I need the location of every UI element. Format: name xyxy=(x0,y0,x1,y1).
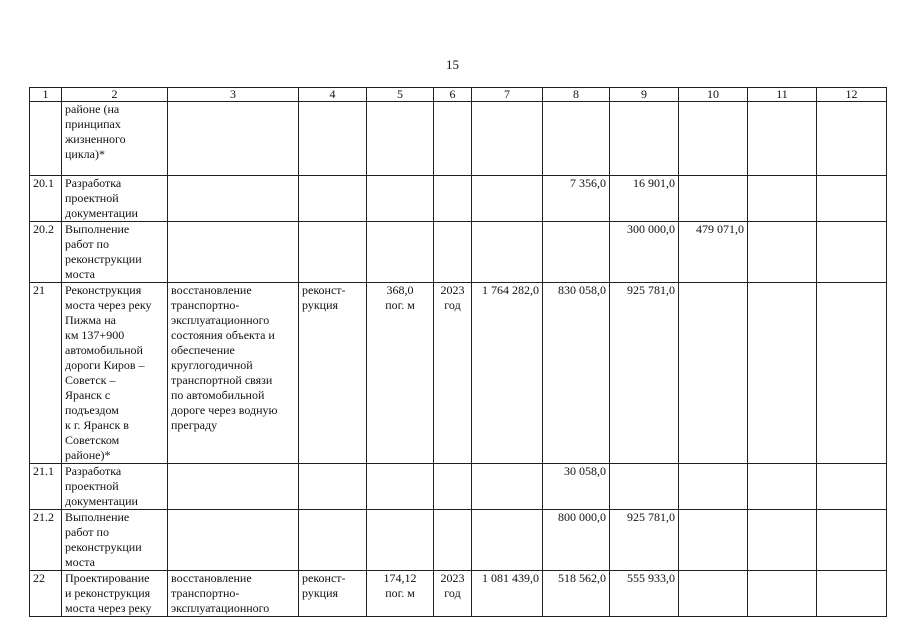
row-number: 21.1 xyxy=(30,464,62,510)
item-purpose xyxy=(168,510,299,571)
item-purpose xyxy=(168,176,299,222)
amount-col-10 xyxy=(679,464,748,510)
capacity xyxy=(367,176,434,222)
amount-col-11 xyxy=(748,571,817,617)
amount-col-8: 30 058,0 xyxy=(543,464,610,510)
work-type xyxy=(299,176,367,222)
amount-col-12 xyxy=(817,571,887,617)
column-number: 5 xyxy=(367,88,434,102)
completion-year xyxy=(434,176,472,222)
item-name: Реконструкция моста через реку Пижма на км 137+900 автомобильной дороги Киров – Советск – Яранск с подъездом к г. Яранск в Советском районе)* xyxy=(62,283,168,464)
amount-col-11 xyxy=(748,222,817,283)
amount-col-9: 925 781,0 xyxy=(610,510,679,571)
item-name: районе (на принципах жизненного цикла)* xyxy=(62,102,168,176)
table-row xyxy=(30,176,887,222)
total-cost xyxy=(472,510,543,571)
total-cost xyxy=(472,464,543,510)
page-number: 15 xyxy=(446,57,459,72)
completion-year: 2023 год xyxy=(434,283,472,464)
table-row xyxy=(30,102,887,176)
amount-col-8: 830 058,0 xyxy=(543,283,610,464)
amount-col-11 xyxy=(748,176,817,222)
column-number-row xyxy=(30,88,887,102)
capacity: 368,0 пог. м xyxy=(367,283,434,464)
amount-col-12 xyxy=(817,510,887,571)
completion-year xyxy=(434,464,472,510)
column-number: 9 xyxy=(610,88,679,102)
amount-col-11 xyxy=(748,464,817,510)
amount-col-10 xyxy=(679,176,748,222)
work-type: реконст- рукция xyxy=(299,283,367,464)
column-number: 12 xyxy=(817,88,887,102)
work-type xyxy=(299,510,367,571)
column-number: 7 xyxy=(472,88,543,102)
amount-col-10 xyxy=(679,571,748,617)
amount-col-11 xyxy=(748,283,817,464)
amount-col-12 xyxy=(817,102,887,176)
capacity xyxy=(367,464,434,510)
work-type: реконст- рукция xyxy=(299,571,367,617)
column-number: 4 xyxy=(299,88,367,102)
capacity xyxy=(367,102,434,176)
amount-col-10 xyxy=(679,283,748,464)
item-purpose: восстановление транспортно- эксплуатационного xyxy=(168,571,299,617)
table-row xyxy=(30,283,887,464)
amount-col-10 xyxy=(679,510,748,571)
column-number: 10 xyxy=(679,88,748,102)
amount-col-11 xyxy=(748,510,817,571)
amount-col-12 xyxy=(817,176,887,222)
work-type xyxy=(299,464,367,510)
table-row xyxy=(30,222,887,283)
item-purpose xyxy=(168,102,299,176)
amount-col-12 xyxy=(817,283,887,464)
item-name: Разработка проектной документации xyxy=(62,176,168,222)
amount-col-12 xyxy=(817,464,887,510)
capacity: 174,12 пог. м xyxy=(367,571,434,617)
table-row xyxy=(30,571,887,617)
amount-col-11 xyxy=(748,102,817,176)
amount-col-9: 925 781,0 xyxy=(610,283,679,464)
item-name: Разработка проектной документации xyxy=(62,464,168,510)
completion-year xyxy=(434,102,472,176)
column-number: 11 xyxy=(748,88,817,102)
total-cost xyxy=(472,102,543,176)
item-purpose xyxy=(168,222,299,283)
column-number: 8 xyxy=(543,88,610,102)
table-row xyxy=(30,510,887,571)
row-number: 20.2 xyxy=(30,222,62,283)
data-table xyxy=(29,87,887,617)
amount-col-8: 518 562,0 xyxy=(543,571,610,617)
amount-col-8: 7 356,0 xyxy=(543,176,610,222)
completion-year xyxy=(434,510,472,571)
row-number: 21 xyxy=(30,283,62,464)
amount-col-9: 16 901,0 xyxy=(610,176,679,222)
work-type xyxy=(299,102,367,176)
row-number xyxy=(30,102,62,176)
table-row xyxy=(30,464,887,510)
row-number: 22 xyxy=(30,571,62,617)
capacity xyxy=(367,222,434,283)
item-name: Выполнение работ по реконструкции моста xyxy=(62,510,168,571)
amount-col-12 xyxy=(817,222,887,283)
amount-col-8 xyxy=(543,222,610,283)
column-number: 2 xyxy=(62,88,168,102)
completion-year xyxy=(434,222,472,283)
total-cost xyxy=(472,222,543,283)
item-purpose: восстановление транспортно- эксплуатационного состояния объекта и обеспечение круглогодичной транспортной связи по автомобильной дороге через водную преграду xyxy=(168,283,299,464)
amount-col-9 xyxy=(610,102,679,176)
amount-col-9: 300 000,0 xyxy=(610,222,679,283)
amount-col-10 xyxy=(679,102,748,176)
item-name: Проектирование и реконструкция моста через реку xyxy=(62,571,168,617)
total-cost: 1 764 282,0 xyxy=(472,283,543,464)
amount-col-8 xyxy=(543,102,610,176)
work-type xyxy=(299,222,367,283)
completion-year: 2023 год xyxy=(434,571,472,617)
amount-col-9 xyxy=(610,464,679,510)
total-cost xyxy=(472,176,543,222)
row-number: 21.2 xyxy=(30,510,62,571)
amount-col-9: 555 933,0 xyxy=(610,571,679,617)
column-number: 6 xyxy=(434,88,472,102)
item-purpose xyxy=(168,464,299,510)
item-name: Выполнение работ по реконструкции моста xyxy=(62,222,168,283)
row-number: 20.1 xyxy=(30,176,62,222)
column-number: 1 xyxy=(30,88,62,102)
column-number: 3 xyxy=(168,88,299,102)
amount-col-10: 479 071,0 xyxy=(679,222,748,283)
capacity xyxy=(367,510,434,571)
amount-col-8: 800 000,0 xyxy=(543,510,610,571)
total-cost: 1 081 439,0 xyxy=(472,571,543,617)
